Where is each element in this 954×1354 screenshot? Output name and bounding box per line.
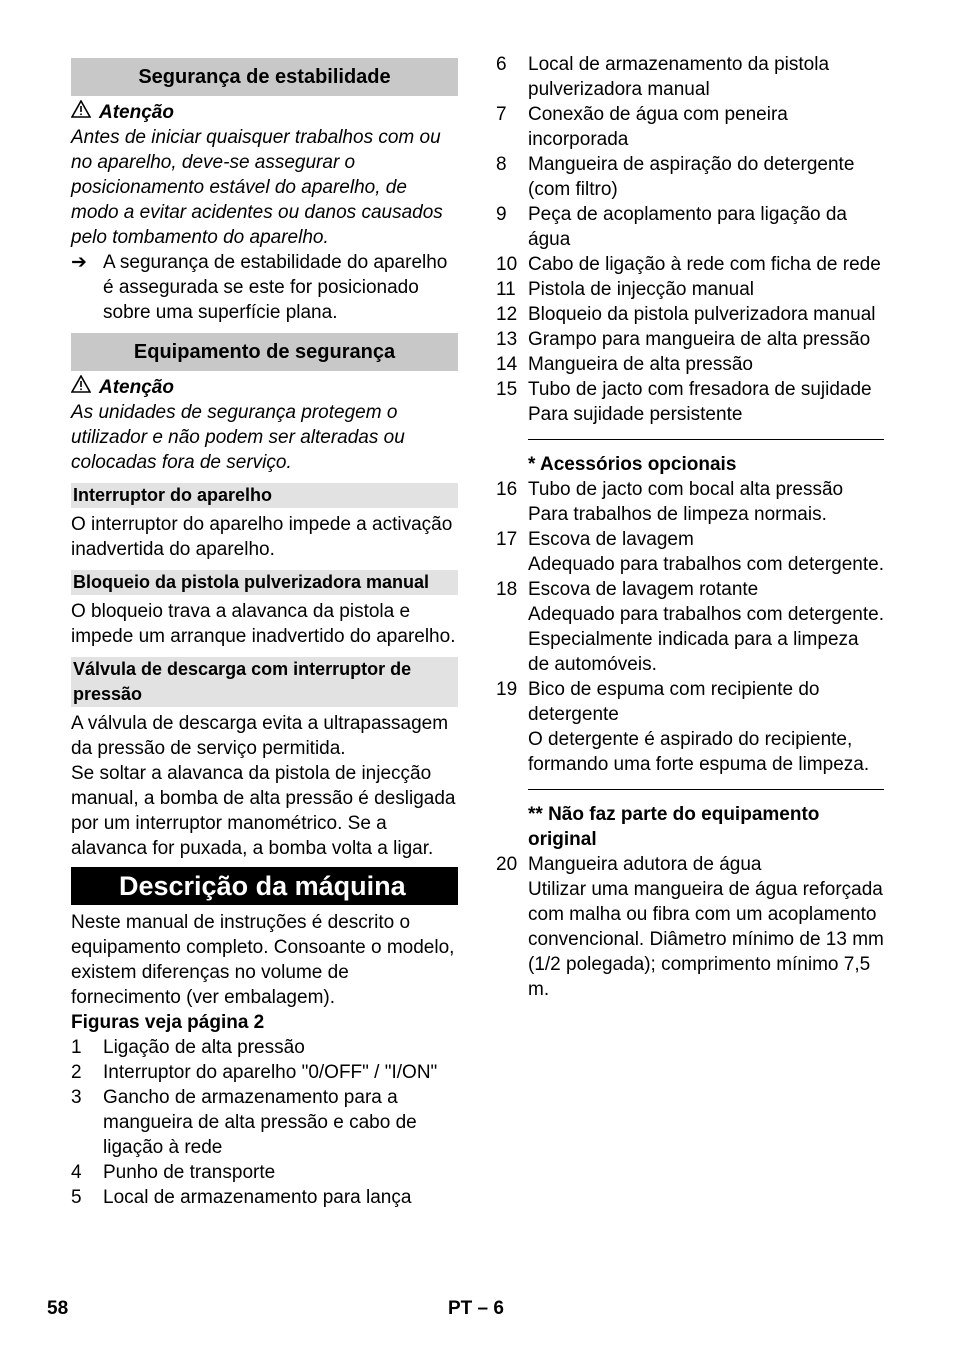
- divider: [528, 439, 884, 440]
- list-item: 7 Conexão de água com peneira incorporada: [496, 104, 788, 150]
- list-item: 14 Mangueira de alta pressão: [496, 354, 753, 375]
- lock-text: O bloqueio trava a alavanca da pistola e impede um arranque inadvertido do aparelho.: [71, 601, 456, 647]
- valve-text-2: Se soltar a alavanca da pistola de injecção manual, a bomba de alta pressão é desligada por um interruptor manométrico. Se a alavanca for puxada, a bomba volta a ligar.: [71, 763, 456, 859]
- list-item: 2 Interruptor do aparelho "0/OFF" / "I/ON": [71, 1062, 438, 1083]
- attention-label-2: [71, 375, 458, 400]
- list-item-note: Adequado para trabalhos com detergente.: [528, 554, 884, 575]
- list-item-note: O detergente é aspirado do recipiente, formando uma forte espuma de limpeza.: [528, 729, 870, 775]
- warning-icon: [71, 100, 99, 125]
- parts-list-left: [71, 1035, 458, 1210]
- list-item: 1 Ligação de alta pressão: [71, 1037, 305, 1058]
- warning-icon: [71, 375, 99, 400]
- arrow-right-icon: ➔: [71, 252, 87, 273]
- list-item: 9 Peça de acoplamento para ligação da água: [496, 204, 848, 250]
- list-item: 11 Pistola de injecção manual: [496, 279, 755, 300]
- right-column: [496, 52, 884, 1002]
- double-asterisk-icon: **: [528, 804, 543, 825]
- not-included-heading: ** Não faz parte do equipamento original: [528, 804, 820, 850]
- list-item: 19 Bico de espuma com recipiente do detergente: [496, 679, 820, 725]
- list-item-note: Especialmente indicada para a limpeza de automóveis.: [528, 629, 859, 675]
- switch-heading: Interruptor do aparelho: [71, 483, 458, 508]
- list-item-note: Para sujidade persistente: [528, 404, 743, 425]
- lock-heading: Bloqueio da pistola pulverizadora manual: [71, 570, 458, 595]
- safety-warning: As unidades de segurança protegem o utilizador e não podem ser alteradas ou colocadas fora de serviço.: [71, 402, 405, 473]
- list-item: 8 Mangueira de aspiração do detergente (com filtro): [496, 154, 855, 200]
- attention-text: Atenção: [99, 102, 174, 123]
- safety-heading: Equipamento de segurança: [71, 333, 458, 371]
- list-item: 15 Tubo de jacto com fresadora de sujidade: [496, 379, 872, 400]
- machine-text: Neste manual de instruções é descrito o equipamento completo. Consoante o modelo, existem diferenças no volume de fornecimento (ver embalagem).: [71, 912, 455, 1008]
- list-item-note: Utilizar uma mangueira de água reforçada com malha ou fibra com um acoplamento convencional. Diâmetro mínimo de 13 mm (1/2 polegada); comprimento mínimo 7,5 m.: [528, 879, 884, 1000]
- optional-heading: * Acessórios opcionais: [528, 454, 737, 475]
- left-column: [71, 52, 458, 1210]
- attention-label: [71, 100, 458, 125]
- switch-text: O interruptor do aparelho impede a activação inadvertida do aparelho.: [71, 514, 453, 560]
- list-item: 16 Tubo de jacto com bocal alta pressão: [496, 479, 844, 500]
- attention-text: Atenção: [99, 377, 174, 398]
- list-item: 20 Mangueira adutora de água: [496, 854, 762, 875]
- valve-heading: Válvula de descarga com interruptor de pressão: [71, 657, 458, 707]
- stability-arrow-item: [71, 250, 458, 325]
- list-item: 10 Cabo de ligação à rede com ficha de rede: [496, 254, 881, 275]
- optional-list: [496, 477, 884, 777]
- list-item: 18 Escova de lavagem rotante: [496, 579, 759, 600]
- list-item: 5 Local de armazenamento para lança: [71, 1187, 412, 1208]
- list-item: 17 Escova de lavagem: [496, 529, 694, 550]
- asterisk-icon: *: [528, 454, 536, 475]
- parts-list-right: [496, 52, 884, 427]
- list-item: 6 Local de armazenamento da pistola pulverizadora manual: [496, 54, 830, 100]
- stability-heading: Segurança de estabilidade: [71, 58, 458, 96]
- machine-heading: Descrição da máquina: [71, 867, 458, 905]
- valve-text-1: A válvula de descarga evita a ultrapassagem da pressão de serviço permitida.: [71, 713, 449, 759]
- list-item: 4 Punho de transporte: [71, 1162, 276, 1183]
- list-item: 3 Gancho de armazenamento para a mangueira de alta pressão e cabo de ligação à rede: [71, 1087, 417, 1158]
- stability-warning: Antes de iniciar quaisquer trabalhos com ou no aparelho, deve-se assegurar o posicionamento estável do aparelho, de modo a evitar acidentes ou danos causados pelo tombamento do aparelho.: [71, 127, 443, 248]
- list-item: 13 Grampo para mangueira de alta pressão: [496, 329, 871, 350]
- stability-arrow-text: A segurança de estabilidade do aparelho é assegurada se este for posicionado sobre uma superfície plana.: [103, 252, 448, 323]
- list-item-note: Adequado para trabalhos com detergente.: [528, 604, 884, 625]
- figures-reference: Figuras veja página 2: [71, 1012, 265, 1033]
- section-page: PT – 6: [448, 1298, 504, 1319]
- list-item-note: Para trabalhos de limpeza normais.: [528, 504, 827, 525]
- divider: [528, 789, 884, 790]
- list-item: 12 Bloqueio da pistola pulverizadora manual: [496, 304, 876, 325]
- not-included-list: [496, 852, 884, 1002]
- page-number: 58: [47, 1298, 69, 1319]
